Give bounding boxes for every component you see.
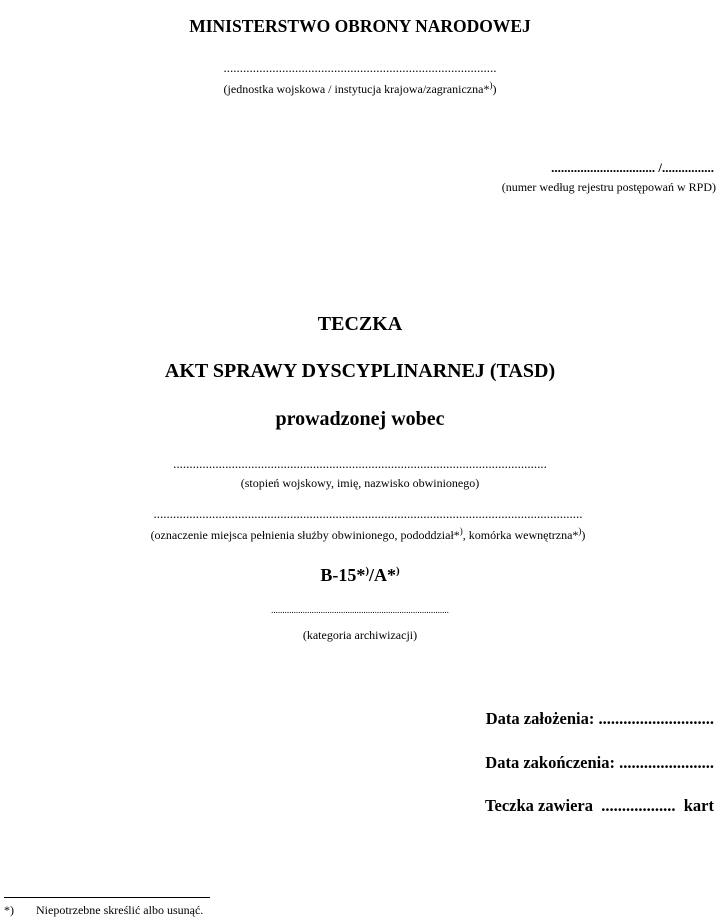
creation-date-label: Data założenia:: [485, 709, 595, 728]
accused-caption: (stopień wojskowy, imię, nazwisko obwinionego): [240, 476, 480, 490]
unit-field-dots: ....................................................................................: [223, 60, 497, 75]
archive-category-caption: (kategoria archiwizacji): [302, 628, 418, 642]
page-count-row: [485, 796, 714, 816]
creation-date-row: [486, 709, 714, 729]
service-place-dots: ....................................................................................................................................: [153, 506, 583, 521]
archive-category-dots: ...............................................................................: [271, 605, 449, 615]
accused-dots: ...................................................................................................................: [173, 456, 547, 471]
footnote: [4, 903, 203, 918]
registry-number-dots: ................................ /................: [551, 160, 714, 175]
footnote-marker: *): [4, 903, 14, 917]
service-place-caption: (oznaczenie miejsca pełnienia służby obwinionego, pododdział*), komórka wewnętrzna*)): [150, 526, 586, 542]
title-case-files: AKT SPRAWY DYSCYPLINARNEJ (TASD): [164, 360, 556, 382]
completion-date-label: Data zakończenia:: [485, 753, 615, 772]
page-count-dots: ..................: [601, 796, 676, 815]
page-count-unit: kart: [683, 796, 714, 815]
page-count-label: Teczka zawiera: [485, 796, 593, 815]
registry-caption: (numer według rejestru postępowań w RPD): [501, 180, 716, 194]
footnote-text: Niepotrzebne skreślić albo usunąć.: [36, 903, 204, 917]
completion-date-row: [485, 753, 714, 773]
creation-date-dots: ............................: [598, 709, 714, 728]
footnote-divider: [4, 897, 210, 898]
title-conducted-against: prowadzonej wobec: [275, 408, 445, 430]
unit-caption: (jednostka wojskowa / instytucja krajowa/zagraniczna*)): [223, 80, 497, 96]
completion-date-dots: .......................: [619, 753, 714, 772]
title-teczka: TECZKA: [317, 313, 403, 335]
archive-code: B-15*)/A*): [320, 565, 400, 585]
ministry-heading: MINISTERSTWO OBRONY NARODOWEJ: [189, 16, 531, 36]
